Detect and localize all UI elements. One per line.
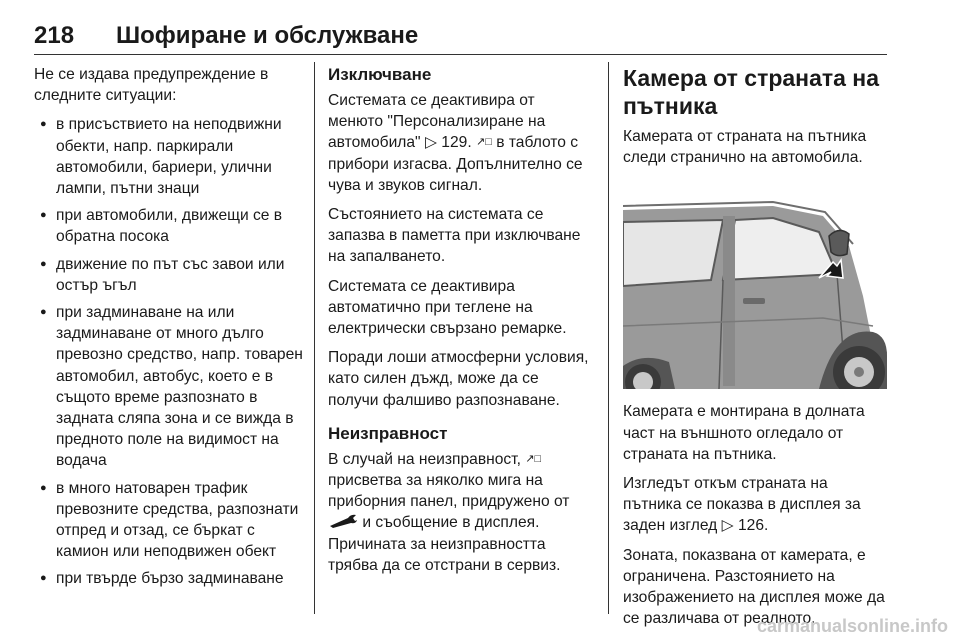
weather-paragraph: Поради лоши атмосферни условия, като силен дъжд, може да се получи фалшиво разпознаване. xyxy=(328,349,589,409)
list-item: ● при задминаване на или задминаване от много дълго превозно средство, напр. товарен автомобил, автобус, което е в същото време разпознато в задната сляпа зона и се вижда в предното поле на видимост на водача xyxy=(34,302,304,472)
side-camera-intro: Камерата от страната на пътника следи странично на автомобила. xyxy=(623,128,867,167)
list-item: ● в присъствието на неподвижни обекти, напр. паркирали автомобили, бариери, улични лампи, пътни знаци xyxy=(34,114,304,199)
memory-paragraph: Състоянието на системата се запазва в паметта при изключване на запалването. xyxy=(328,206,581,266)
deactivation-paragraph: Системата се деактивира от менюто "Персонализиране на автомобила" ▷ 129. ↗□ в таблото с прибори изгасва. Допълнително се чува и звуков сигнал. xyxy=(328,92,583,194)
intro-paragraph: Не се издава предупреждение в следните ситуации: xyxy=(34,66,269,105)
camera-zone-paragraph: Зоната, показвана от камерата, е ограничена. Разстоянието на изображението на дисплея може да се различава от реалното. xyxy=(623,546,885,628)
page-reference-icon: ▷ xyxy=(424,134,437,152)
page-header xyxy=(34,22,887,52)
service-paragraph: Причината за неизправността трябва да се отстрани в сервиз. xyxy=(328,535,561,574)
page-number: 218 xyxy=(34,22,75,49)
page-reference-icon: ▷ xyxy=(721,517,734,535)
section-heading-side-camera: Камера от страната на пътника xyxy=(623,65,879,119)
column-right xyxy=(623,64,887,637)
trailer-paragraph: Системата се деактивира автоматично при теглене на електрически свързано ремарке. xyxy=(328,277,567,338)
section-heading-deactivation: Изключване xyxy=(328,65,432,84)
header-divider xyxy=(34,54,887,55)
page-reference: 129. xyxy=(441,134,472,152)
page-reference: 126. xyxy=(737,517,769,535)
blind-spot-indicator-icon: ↗□ xyxy=(525,452,542,465)
exceptions-list xyxy=(34,114,304,589)
blind-spot-indicator-icon: ↗□ xyxy=(476,136,492,149)
list-item: ● при твърде бързо задминаване xyxy=(34,568,304,589)
camera-location-paragraph: Камерата е монтирана в долната част на външното огледало от страната на пътника. xyxy=(623,403,865,463)
column-left xyxy=(34,64,304,596)
list-item: ● при автомобили, движещи се в обратна посока xyxy=(34,205,304,247)
watermark: carmanualsonline.info xyxy=(756,616,948,636)
chapter-title: Шофиране и обслужване xyxy=(116,22,419,49)
list-item: ● движение по път със завои или остър ъгъл xyxy=(34,254,304,296)
section-heading-fault: Неизправност xyxy=(328,423,448,443)
camera-view-paragraph: Изгледът откъм страната на пътника се показва в дисплея за заден изглед ▷ 126. xyxy=(623,475,861,535)
column-middle xyxy=(328,64,592,584)
fault-paragraph: В случай на неизправност, ↗□ присветва за няколко мига на приборния панел, придружено от и съобщение в дисплея. xyxy=(328,450,570,532)
column-divider-2 xyxy=(608,62,609,614)
van-side-camera-illustration xyxy=(623,176,887,389)
column-divider-1 xyxy=(314,62,315,614)
list-item: ● в много натоварен трафик превозните средства, разпознати отпред и отзад, се бъркат с камион или неподвижен обект xyxy=(34,478,304,563)
wrench-icon xyxy=(328,513,358,527)
